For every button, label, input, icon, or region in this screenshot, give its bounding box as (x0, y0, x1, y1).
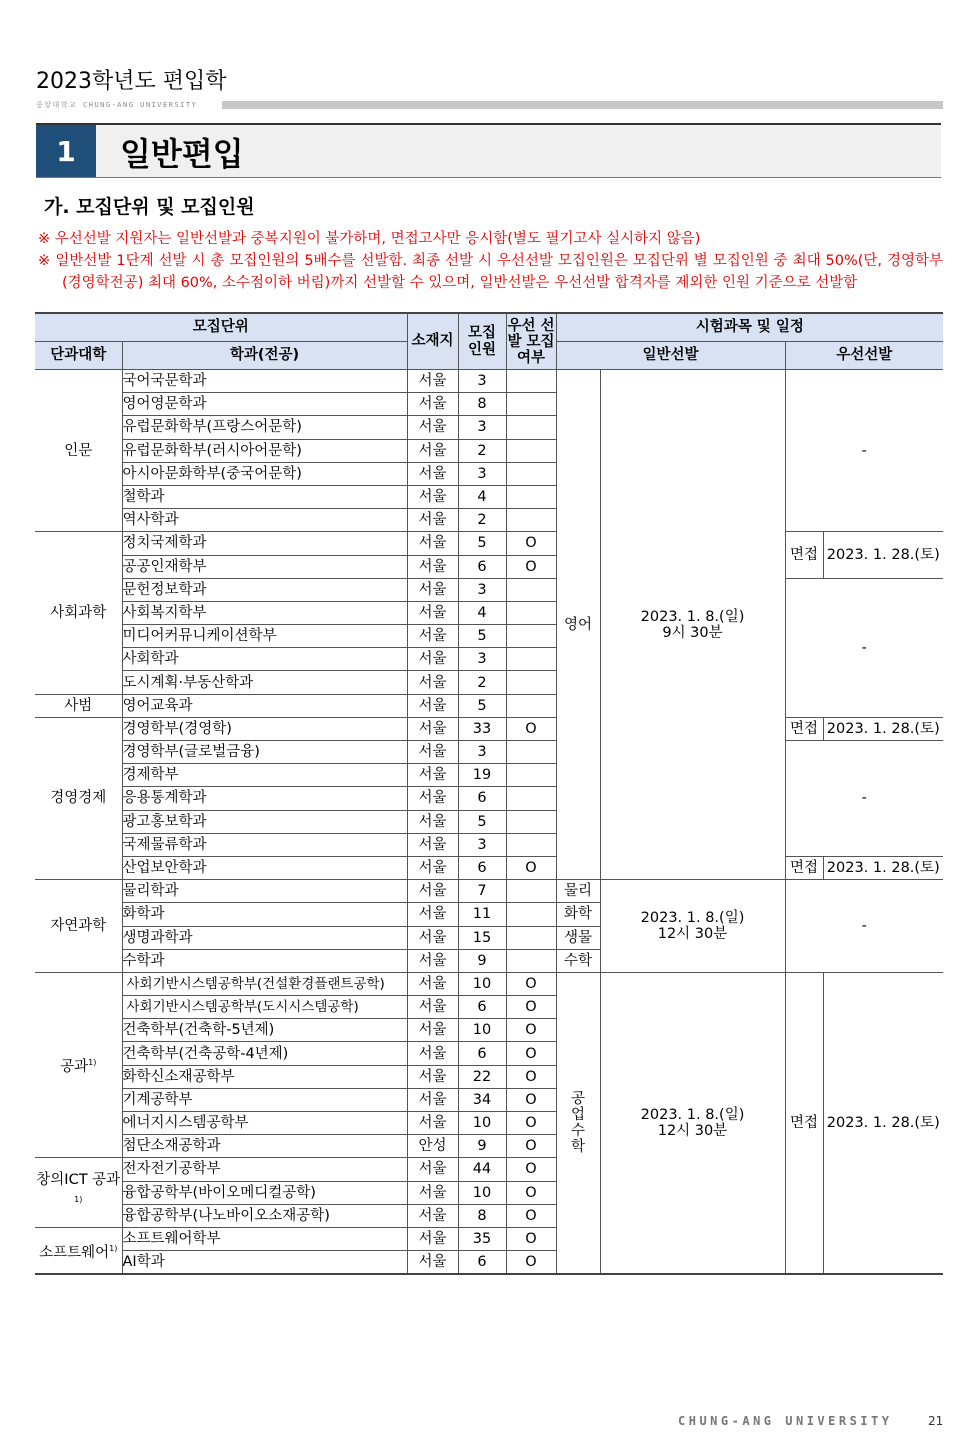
priority-flag (506, 926, 556, 949)
priority-flag: O (506, 1088, 556, 1111)
interview-date: 2023. 1. 28.(토) (823, 717, 943, 740)
location: 서울 (407, 485, 458, 508)
dept-name: 경영학부(경영학) (122, 717, 407, 740)
dept-name: 사회기반시스템공학부(도시시스템공학) (122, 996, 407, 1019)
dept-name: 융합공학부(나노바이오소재공학) (122, 1204, 407, 1227)
location: 서울 (407, 717, 458, 740)
location: 서울 (407, 1204, 458, 1227)
table-row (35, 856, 943, 879)
location: 서울 (407, 370, 458, 393)
dept-name: 국제물류학과 (122, 833, 407, 856)
dept-name: 철학과 (122, 485, 407, 508)
college-education: 사범 (35, 694, 122, 717)
college-software-label: 소프트웨어 (39, 1244, 110, 1261)
table-row (35, 578, 943, 601)
quota: 6 (458, 1042, 506, 1065)
priority-flag (506, 601, 556, 624)
quota: 22 (458, 1065, 506, 1088)
interview-label: 면접 (785, 532, 823, 578)
general-schedule-2 (600, 880, 785, 973)
priority-flag: O (506, 1251, 556, 1275)
quota: 2 (458, 671, 506, 694)
section-title: 일반편입 (120, 135, 244, 173)
page-number: 21 (928, 1414, 944, 1428)
interview-label: 면접 (785, 856, 823, 879)
general-time-3: 12시 30분 (657, 1123, 728, 1140)
priority-flag (506, 509, 556, 532)
dept-name: 경영학부(글로벌금융) (122, 741, 407, 764)
admission-table (35, 312, 943, 1275)
section-number: 1 (36, 125, 96, 177)
college-engineering (35, 972, 122, 1158)
dept-name: 융합공학부(바이오메디컬공학) (122, 1181, 407, 1204)
dept-name: 영어영문학과 (122, 393, 407, 416)
dept-name: 수학과 (122, 949, 407, 972)
header-unit: 모집단위 (35, 313, 407, 342)
priority-flag (506, 416, 556, 439)
priority-flag: O (506, 1065, 556, 1088)
location: 서울 (407, 625, 458, 648)
priority-flag: O (506, 532, 556, 555)
priority-none-2: - (785, 578, 943, 717)
dept-name: 아시아문화학부(중국어문학) (122, 462, 407, 485)
priority-flag (506, 694, 556, 717)
priority-flag (506, 880, 556, 903)
quota: 9 (458, 949, 506, 972)
general-schedule-1 (600, 370, 785, 880)
quota: 5 (458, 532, 506, 555)
table-row (35, 370, 943, 393)
quota: 7 (458, 880, 506, 903)
priority-flag: O (506, 1204, 556, 1227)
location: 서울 (407, 648, 458, 671)
dept-name: 소프트웨어학부 (122, 1227, 407, 1250)
dept-name: 역사학과 (122, 509, 407, 532)
location: 서울 (407, 1042, 458, 1065)
priority-flag (506, 462, 556, 485)
table-row (35, 532, 943, 555)
dept-name: 도시계획·부동산학과 (122, 671, 407, 694)
dept-name: 기계공학부 (122, 1088, 407, 1111)
subject-chemistry: 화학 (556, 903, 600, 926)
priority-flag: O (506, 1181, 556, 1204)
location: 서울 (407, 532, 458, 555)
interview-label: 면접 (785, 717, 823, 740)
quota: 6 (458, 787, 506, 810)
dept-name: 사회복지학부 (122, 601, 407, 624)
note-1: ※ 우선선발 지원자는 일반선발과 중복지원이 불가하며, 면접고사만 응시함(별도 필기고사 실시하지 않음) (38, 231, 701, 247)
quota: 5 (458, 625, 506, 648)
footnote-mark: 1) (74, 1195, 83, 1205)
location: 서울 (407, 1019, 458, 1042)
subject-physics: 물리 (556, 880, 600, 903)
general-date-2: 2023. 1. 8.(일) (640, 910, 745, 926)
quota: 4 (458, 485, 506, 508)
quota: 2 (458, 509, 506, 532)
quota: 4 (458, 601, 506, 624)
interview-date: 2023. 1. 28.(토) (823, 856, 943, 879)
priority-flag (506, 393, 556, 416)
dept-name: 생명과학과 (122, 926, 407, 949)
location: 서울 (407, 1158, 458, 1181)
quota: 8 (458, 393, 506, 416)
subject-engineering-math (556, 972, 600, 1274)
general-date-3: 2023. 1. 8.(일) (640, 1107, 745, 1124)
location: 서울 (407, 810, 458, 833)
quota: 10 (458, 1019, 506, 1042)
priority-none-3: - (785, 741, 943, 857)
quota: 2 (458, 439, 506, 462)
dept-name: 건축학부(건축공학-4년제) (122, 1042, 407, 1065)
general-time-2: 12시 30분 (657, 926, 728, 942)
header-quota: 모집 인원 (458, 313, 506, 370)
dept-name: 미디어커뮤니케이션학부 (122, 625, 407, 648)
priority-flag (506, 625, 556, 648)
quota: 10 (458, 1112, 506, 1135)
priority-flag (506, 741, 556, 764)
location: 서울 (407, 741, 458, 764)
quota: 10 (458, 1181, 506, 1204)
location: 서울 (407, 439, 458, 462)
location: 서울 (407, 833, 458, 856)
priority-flag: O (506, 996, 556, 1019)
dept-name: 산업보안학과 (122, 856, 407, 879)
general-schedule-3 (600, 972, 785, 1274)
priority-flag: O (506, 1042, 556, 1065)
quota: 19 (458, 764, 506, 787)
dept-name: 영어교육과 (122, 694, 407, 717)
location: 서울 (407, 578, 458, 601)
dept-name: 유럽문화학부(러시아어문학) (122, 439, 407, 462)
college-ict-label: 창의ICT 공과 (36, 1172, 121, 1189)
header-location: 소재지 (407, 313, 458, 370)
priority-flag: O (506, 1158, 556, 1181)
quota: 3 (458, 462, 506, 485)
priority-none-1: - (785, 370, 943, 532)
priority-flag (506, 485, 556, 508)
location: 서울 (407, 1112, 458, 1135)
priority-flag (506, 833, 556, 856)
priority-flag: O (506, 1135, 556, 1158)
dept-name: 화학신소재공학부 (122, 1065, 407, 1088)
quota: 6 (458, 555, 506, 578)
college-business: 경영경제 (35, 717, 122, 879)
header-dept: 학과(전공) (122, 342, 407, 370)
footnote-mark: 1) (88, 1058, 97, 1068)
quota: 5 (458, 810, 506, 833)
priority-flag (506, 764, 556, 787)
table-row (35, 741, 943, 764)
quota: 5 (458, 694, 506, 717)
footer-university: CHUNG-ANG UNIVERSITY (678, 1414, 893, 1428)
location: 서울 (407, 416, 458, 439)
header-priority: 우선 선발 모집 여부 (506, 313, 556, 370)
dept-name: 공공인재학부 (122, 555, 407, 578)
quota: 6 (458, 1251, 506, 1275)
location: 서울 (407, 1065, 458, 1088)
quota: 33 (458, 717, 506, 740)
dept-name: 에너지시스템공학부 (122, 1112, 407, 1135)
table-row (35, 880, 943, 903)
quota: 3 (458, 648, 506, 671)
subject-eng-math-text: 공업수학 (570, 1091, 585, 1156)
priority-flag: O (506, 1112, 556, 1135)
priority-flag: O (506, 856, 556, 879)
quota: 8 (458, 1204, 506, 1227)
priority-flag (506, 949, 556, 972)
interview-date: 2023. 1. 28.(토) (823, 532, 943, 578)
location: 서울 (407, 555, 458, 578)
quota: 35 (458, 1227, 506, 1250)
priority-flag (506, 578, 556, 601)
location: 서울 (407, 787, 458, 810)
location: 서울 (407, 972, 458, 995)
quota: 3 (458, 833, 506, 856)
dept-name: 경제학부 (122, 764, 407, 787)
location: 서울 (407, 1181, 458, 1204)
quota: 9 (458, 1135, 506, 1158)
location: 안성 (407, 1135, 458, 1158)
location: 서울 (407, 1227, 458, 1250)
table-row (35, 717, 943, 740)
location: 서울 (407, 926, 458, 949)
dept-name: 전자전기공학부 (122, 1158, 407, 1181)
college-social: 사회과학 (35, 532, 122, 694)
dept-name: 유럽문화학부(프랑스어문학) (122, 416, 407, 439)
table-row (35, 972, 943, 995)
subject-english: 영어 (556, 370, 600, 880)
priority-flag (506, 671, 556, 694)
dept-name: 화학과 (122, 903, 407, 926)
location: 서울 (407, 671, 458, 694)
priority-flag (506, 903, 556, 926)
quota: 6 (458, 996, 506, 1019)
priority-flag: O (506, 1019, 556, 1042)
header-college: 단과대학 (35, 342, 122, 370)
quota: 44 (458, 1158, 506, 1181)
dept-name: 물리학과 (122, 880, 407, 903)
priority-flag: O (506, 1227, 556, 1250)
location: 서울 (407, 694, 458, 717)
header-general: 일반선발 (556, 342, 785, 370)
location: 서울 (407, 601, 458, 624)
interview-label: 면접 (785, 972, 823, 1274)
college-natural: 자연과학 (35, 880, 122, 973)
interview-date: 2023. 1. 28.(토) (823, 972, 943, 1274)
college-ict (35, 1158, 122, 1228)
priority-flag (506, 810, 556, 833)
quota: 10 (458, 972, 506, 995)
quota: 3 (458, 578, 506, 601)
college-engineering-label: 공과 (60, 1059, 89, 1076)
quota: 34 (458, 1088, 506, 1111)
dept-name: 국어국문학과 (122, 370, 407, 393)
dept-name: 사회기반시스템공학부(건설환경플랜트공학) (122, 972, 407, 995)
location: 서울 (407, 764, 458, 787)
location: 서울 (407, 880, 458, 903)
priority-flag: O (506, 972, 556, 995)
location: 서울 (407, 996, 458, 1019)
dept-name: 정치국제학과 (122, 532, 407, 555)
priority-flag (506, 787, 556, 810)
location: 서울 (407, 903, 458, 926)
quota: 15 (458, 926, 506, 949)
priority-flag: O (506, 717, 556, 740)
subsection-heading: 가. 모집단위 및 모집인원 (44, 196, 255, 218)
location: 서울 (407, 393, 458, 416)
priority-none-4: - (785, 880, 943, 973)
header-rule (222, 101, 943, 109)
college-software (35, 1227, 122, 1274)
quota: 11 (458, 903, 506, 926)
location: 서울 (407, 1251, 458, 1275)
quota: 6 (458, 856, 506, 879)
quota: 3 (458, 741, 506, 764)
dept-name: 응용통계학과 (122, 787, 407, 810)
location: 서울 (407, 509, 458, 532)
location: 서울 (407, 462, 458, 485)
subject-math: 수학 (556, 949, 600, 972)
section-banner (36, 123, 941, 178)
location: 서울 (407, 1088, 458, 1111)
dept-name: 건축학부(건축학-5년제) (122, 1019, 407, 1042)
footnote-mark: 1) (109, 1243, 118, 1253)
dept-name: 첨단소재공학과 (122, 1135, 407, 1158)
dept-name: AI학과 (122, 1251, 407, 1275)
dept-name: 광고홍보학과 (122, 810, 407, 833)
subject-biology: 생물 (556, 926, 600, 949)
priority-flag: O (506, 555, 556, 578)
document-title: 2023학년도 편입학 (36, 69, 227, 94)
priority-flag (506, 648, 556, 671)
university-logo-text: 중앙대학교 CHUNG-ANG UNIVERSITY (36, 101, 198, 109)
dept-name: 문헌정보학과 (122, 578, 407, 601)
dept-name: 사회학과 (122, 648, 407, 671)
location: 서울 (407, 949, 458, 972)
priority-flag (506, 439, 556, 462)
header-exam: 시험과목 및 일정 (556, 313, 943, 342)
general-time-1: 9시 30분 (662, 624, 723, 641)
general-date-1: 2023. 1. 8.(일) (640, 608, 745, 625)
header-priority-selection: 우선선발 (785, 342, 943, 370)
quota: 3 (458, 416, 506, 439)
location: 서울 (407, 856, 458, 879)
quota: 3 (458, 370, 506, 393)
college-humanities: 인문 (35, 370, 122, 532)
notes-block (38, 228, 943, 294)
note-2: ※ 일반선발 1단계 선발 시 총 모집인원의 5배수를 선발함. 최종 선발 시 우선선발 모집인원은 모집단위 별 모집인원 중 최대 50%(단, 경영학부(경영학전공) 최대 60%, 소수점이하 버림)까지 선발할 수 있으며, 일반선발은 우선선발 합격자를 제외한 인원 기준으로 선발함 (38, 253, 943, 291)
priority-flag (506, 370, 556, 393)
